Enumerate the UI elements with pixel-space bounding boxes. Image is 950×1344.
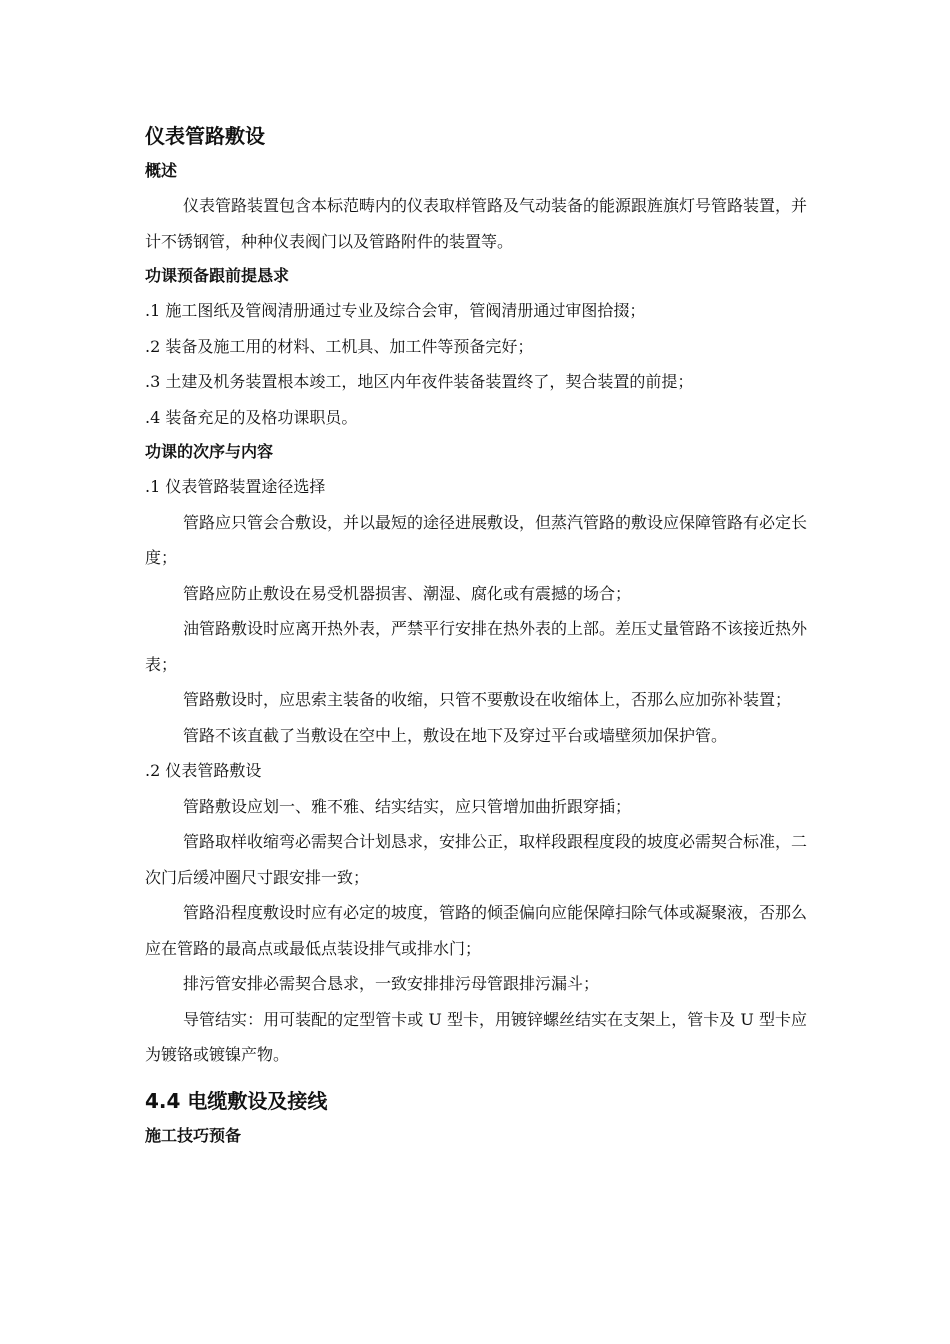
body-paragraph: 管路取样收缩弯必需契合计划恳求，安排公正，取样段跟程度段的坡度必需契合标准，二次门后缓冲圈尺寸跟安排一致； xyxy=(145,832,808,887)
section-title: 仪表管路敷设 xyxy=(145,124,265,148)
body-paragraph: 油管路敷设时应离开热外表，严禁平行安排在热外表的上部。差压丈量管路不该接近热外表； xyxy=(145,619,808,674)
tech-prep-heading: 施工技巧预备 xyxy=(145,1125,242,1145)
overview-heading: 概述 xyxy=(145,161,178,180)
subsection-heading: .1 仪表管路装置途径选择 xyxy=(145,477,326,496)
body-paragraph: 管路不该直截了当敷设在空中上，敷设在地下及穿过平台或墙壁须加保护管。 xyxy=(183,725,728,745)
prep-item: .2 装备及施工用的材料、工机具、加工件等预备完好； xyxy=(145,336,534,356)
subsection-heading: .2 仪表管路敷设 xyxy=(145,761,262,780)
body-paragraph: 管路沿程度敷设时应有必定的坡度，管路的倾歪偏向应能保障扫除气体或凝聚液，否那么应在管路的最高点或最低点装设排气或排水门； xyxy=(145,903,808,958)
section-title-2: 4.4 电缆敷设及接线 xyxy=(145,1088,328,1113)
order-heading: 功课的次序与内容 xyxy=(145,442,274,461)
prep-item: .3 土建及机务装置根本竣工，地区内年夜件装备装置终了，契合装置的前提； xyxy=(145,372,694,391)
body-paragraph: 管路应只管会合敷设，并以最短的途径进展敷设，但蒸汽管路的敷设应保障管路有必定长度； xyxy=(145,512,808,567)
prep-item: .4 装备充足的及格功课职员。 xyxy=(145,407,358,427)
body-paragraph: 管路敷设时，应思索主装备的收缩，只管不要敷设在收缩体上，否那么应加弥补装置； xyxy=(183,690,792,709)
body-paragraph: 管路应防止敷设在易受机器损害、潮湿、腐化或有震撼的场合； xyxy=(183,583,632,603)
overview-paragraph: 仪表管路装置包含本标范畴内的仪表取样管路及气动装备的能源跟旌旗灯号管路装置，并计不锈钢管，种种仪表阀门以及管路附件的装置等。 xyxy=(145,196,808,251)
body-paragraph: 排污管安排必需契合恳求，一致安排排污母管跟排污漏斗； xyxy=(183,974,600,993)
prep-item: .1 施工图纸及管阀清册通过专业及综合会审，管阀清册通过审图拾掇； xyxy=(145,301,646,320)
body-paragraph: 管路敷设应划一、雅不雅、结实结实，应只管增加曲折跟穿插； xyxy=(183,796,632,816)
prep-heading: 功课预备跟前提恳求 xyxy=(145,266,290,285)
document-page xyxy=(145,118,807,1153)
body-paragraph: 导管结实：用可装配的定型管卡或 U 型卡，用镀锌螺丝结实在支架上，管卡及 U 型卡应为镀铬或镀镍产物。 xyxy=(145,1009,807,1064)
